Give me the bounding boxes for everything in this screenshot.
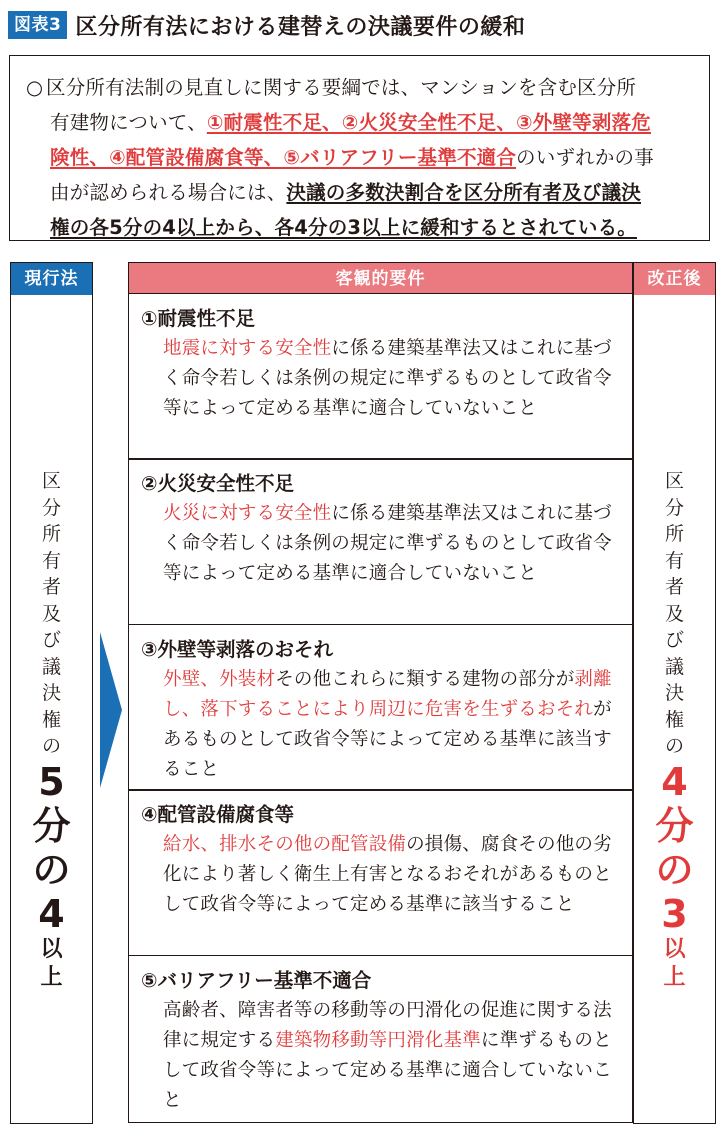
figure-label: 図表3 — [8, 11, 67, 39]
summary-bold-1: 決議の多数決割合を区分所有者及び議決 — [286, 181, 642, 204]
vchar: の — [664, 735, 684, 757]
vchar: 区 — [664, 470, 684, 492]
summary-line-1: 区分所有法制の見直しに関する要綱では、マンションを含む区分所 — [46, 76, 637, 99]
requirement-body — [141, 334, 622, 424]
summary-red-2: 険性、④配管設備腐食等、⑤バリアフリー基準不適合 — [50, 146, 517, 169]
vchar: 者 — [664, 576, 684, 598]
current-law-header: 現行法 — [11, 263, 92, 295]
requirement-text: があるものとして政省令等によって定める基準に該当すること — [163, 698, 612, 780]
summary-line-5 — [26, 210, 695, 245]
vchar-i: 以 — [663, 936, 686, 962]
current-law-vertical-text — [11, 468, 92, 992]
requirement-text: の損傷、腐食その他の劣化により著しく衛生上有害となるおそれがあるものとして政省令等によって定める基準に該当すること — [163, 834, 612, 915]
vchar: の — [41, 735, 61, 757]
vchar: 決 — [41, 682, 61, 704]
summary-line-4 — [26, 175, 695, 210]
requirement-highlight: 剥離し、落下することにより周辺に危害を生ずるおそれ — [163, 668, 612, 720]
arrow-right-icon — [100, 632, 122, 788]
objective-requirements-header: 客観的要件 — [128, 262, 633, 294]
summary-box — [9, 55, 710, 241]
vchar-no: の — [655, 847, 694, 892]
vchar: 者 — [41, 576, 61, 598]
vchar-i: 以 — [40, 936, 63, 962]
vchar: 有 — [41, 549, 61, 572]
figure-title-row — [8, 8, 718, 42]
amended-denominator-3: 3 — [661, 891, 688, 936]
requirement-highlight: 火災に対する安全性 — [163, 503, 332, 524]
requirement-item-3 — [128, 624, 633, 791]
requirement-highlight: 地震に対する安全性 — [163, 337, 332, 359]
requirement-body — [141, 830, 622, 920]
vchar: 及 — [41, 602, 61, 625]
requirement-highlight: 外壁、外装材 — [163, 668, 276, 690]
summary-bullet: ○ — [26, 76, 44, 99]
requirement-title: ⑤バリアフリー基準不適合 — [141, 968, 372, 992]
vchar: 権 — [664, 708, 684, 731]
requirement-title: ④配管設備腐食等 — [141, 803, 295, 826]
requirement-text: に準ずるものとして政省令等によって定める基準に適合していないこと — [163, 1029, 612, 1111]
amended-law-vertical-text — [634, 468, 715, 992]
vchar: 議 — [664, 655, 684, 678]
requirement-highlight: 建築物移動等円滑化基準 — [275, 1029, 481, 1051]
requirement-item-4 — [128, 789, 633, 956]
requirement-highlight: 給水、排水その他の配管設備 — [163, 834, 407, 855]
current-numerator-5: 5 — [38, 759, 65, 804]
summary-line-3 — [26, 140, 695, 175]
requirement-item-5 — [128, 955, 633, 1123]
objective-requirements-column — [128, 262, 633, 1124]
amended-numerator-4: 4 — [661, 759, 688, 804]
figure-title: 区分所有法における建替えの決議要件の緩和 — [75, 14, 526, 40]
vchar: 決 — [664, 682, 684, 704]
requirement-text: その他これらに類する建物の部分が — [275, 668, 575, 690]
vchar: 分 — [664, 496, 684, 519]
amended-law-header: 改正後 — [634, 263, 715, 295]
summary-line-2 — [26, 105, 695, 140]
summary-text-2: 有建物について、 — [50, 111, 207, 134]
requirement-title: ②火災安全性不足 — [141, 472, 295, 495]
summary-text-4: 由が認められる場合には、 — [50, 181, 287, 204]
summary-bold-2: 権の各5分の4以上から、各4分の3以上に緩和するとされている。 — [50, 216, 637, 239]
summary-text-3: のいずれかの事 — [516, 146, 654, 169]
requirement-item-1 — [128, 293, 633, 460]
current-denominator-4: 4 — [38, 891, 65, 936]
vchar: 議 — [41, 655, 61, 678]
vchar-jou: 上 — [40, 964, 63, 990]
vchar: 権 — [41, 708, 61, 731]
requirement-text: に係る建築基準法又はこれに基づく命令若しくは条例の規定に準ずるものとして政省令等によって定める基準に適合していないこと — [163, 503, 612, 584]
amended-law-column — [633, 262, 716, 1124]
vchar: 及 — [664, 602, 684, 625]
requirement-item-2 — [128, 458, 633, 625]
summary-red-1: ①耐震性不足、②火災安全性不足、③外壁等剥落危 — [206, 111, 651, 134]
requirement-body — [141, 665, 622, 785]
vchar: 所 — [664, 523, 684, 545]
requirement-text: に係る建築基準法又はこれに基づく命令若しくは条例の規定に準ずるものとして政省令等によって定める基準に適合していないこと — [163, 337, 612, 419]
vchar-bun: 分 — [655, 803, 694, 848]
requirement-text: 高齢者、障害者等の移動等の円滑化の促進に関する法律に規定する — [163, 999, 612, 1051]
requirement-body — [141, 996, 622, 1116]
vchar-jou: 上 — [663, 964, 686, 990]
vchar: び — [664, 629, 684, 651]
vchar: び — [41, 629, 61, 651]
vchar: 区 — [41, 470, 61, 492]
requirement-title: ①耐震性不足 — [141, 306, 256, 330]
requirement-body — [141, 499, 622, 589]
vchar: 有 — [664, 549, 684, 572]
vchar: 所 — [41, 523, 61, 545]
current-law-column — [10, 262, 93, 1124]
requirement-title: ③外壁等剥落のおそれ — [141, 637, 334, 661]
vchar-no: の — [32, 847, 71, 892]
vchar: 分 — [41, 496, 61, 519]
vchar-bun: 分 — [32, 803, 71, 848]
